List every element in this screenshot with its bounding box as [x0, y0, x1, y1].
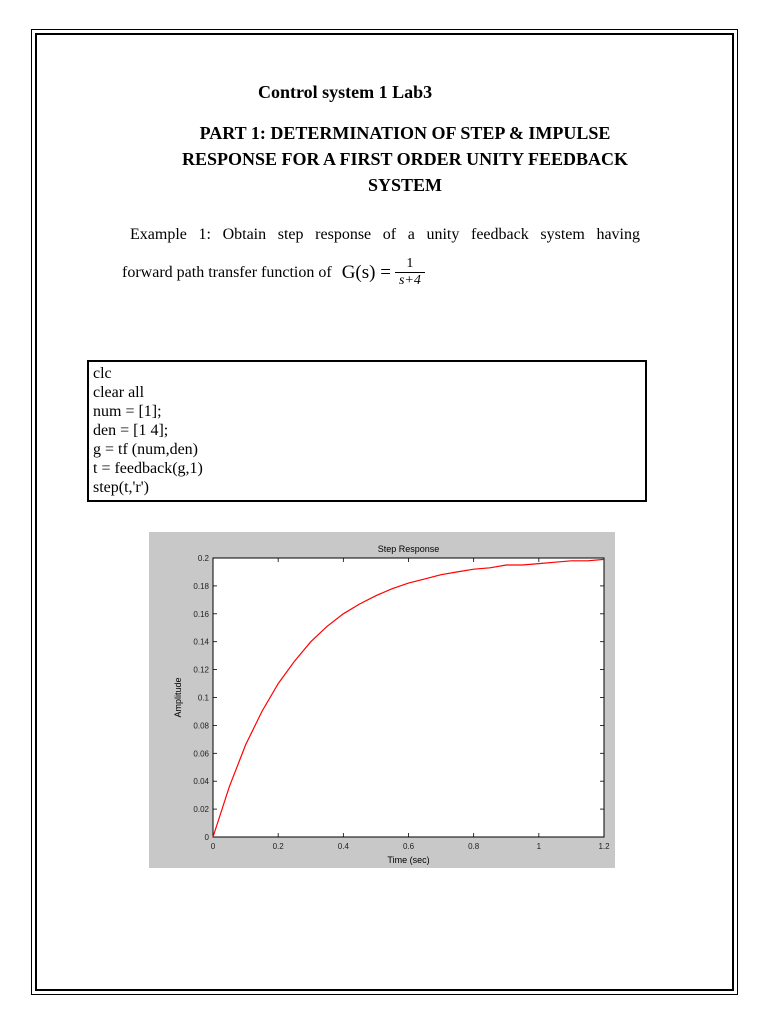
code-line: g = tf (num,den): [93, 441, 198, 458]
x-tick-label: 0.6: [402, 842, 415, 851]
transfer-function-fraction: [395, 256, 425, 289]
code-box: [87, 360, 647, 502]
part-title: [130, 120, 680, 198]
transfer-function-lhs: G(s) =: [341, 261, 391, 283]
step-response-figure: [149, 532, 615, 868]
y-tick-label: 0.06: [193, 749, 209, 759]
code-line: clear all: [93, 384, 145, 401]
y-tick-label: 0.2: [197, 554, 209, 563]
y-tick-label: 0.1: [197, 693, 209, 703]
x-tick-label: 0.2: [272, 842, 284, 851]
part-title-line-3: SYSTEM: [367, 175, 443, 195]
y-tick-label: 0.12: [193, 665, 209, 675]
code-line: t = feedback(g,1): [93, 460, 203, 477]
y-axis-label: Amplitude: [173, 677, 183, 718]
code-line: clc: [93, 365, 112, 382]
plot-axes-area: [213, 558, 604, 837]
part-title-line-2: RESPONSE FOR A FIRST ORDER UNITY FEEDBACK: [181, 149, 629, 169]
y-tick-label: 0.02: [193, 805, 209, 815]
example-text-line-1: Example 1: Obtain step response of a unity feedback system having: [130, 226, 640, 243]
chart-title: Step Response: [377, 544, 440, 554]
code-line: den = [1 4];: [93, 422, 169, 439]
example-text-line-2: [122, 256, 425, 289]
y-tick-label: 0.04: [193, 777, 209, 787]
code-line: num = [1];: [93, 403, 162, 420]
lab-title: Control system 1 Lab3: [258, 82, 433, 102]
y-tick-label: 0.18: [193, 581, 209, 591]
y-tick-label: 0.14: [193, 637, 209, 647]
x-tick-label: 0.4: [337, 842, 349, 851]
part-title-line-1: PART 1: DETERMINATION OF STEP & IMPULSE: [199, 123, 611, 143]
transfer-function-denominator: s+4: [395, 272, 425, 289]
code-line: step(t,'r'): [93, 479, 149, 496]
x-axis-label: Time (sec): [387, 855, 430, 865]
x-tick-label: 0.8: [468, 842, 480, 851]
y-tick-label: 0.08: [193, 721, 209, 731]
example-text-line-2-prefix: forward path transfer function of: [122, 263, 332, 281]
y-tick-label: 0: [204, 833, 209, 842]
transfer-function-numerator: 1: [406, 256, 414, 271]
y-tick-label: 0.16: [193, 609, 209, 619]
x-tick-label: 1: [536, 842, 542, 851]
x-tick-label: 0: [210, 842, 216, 851]
x-tick-label: 1.2: [598, 842, 610, 851]
step-response-chart: [149, 532, 615, 868]
